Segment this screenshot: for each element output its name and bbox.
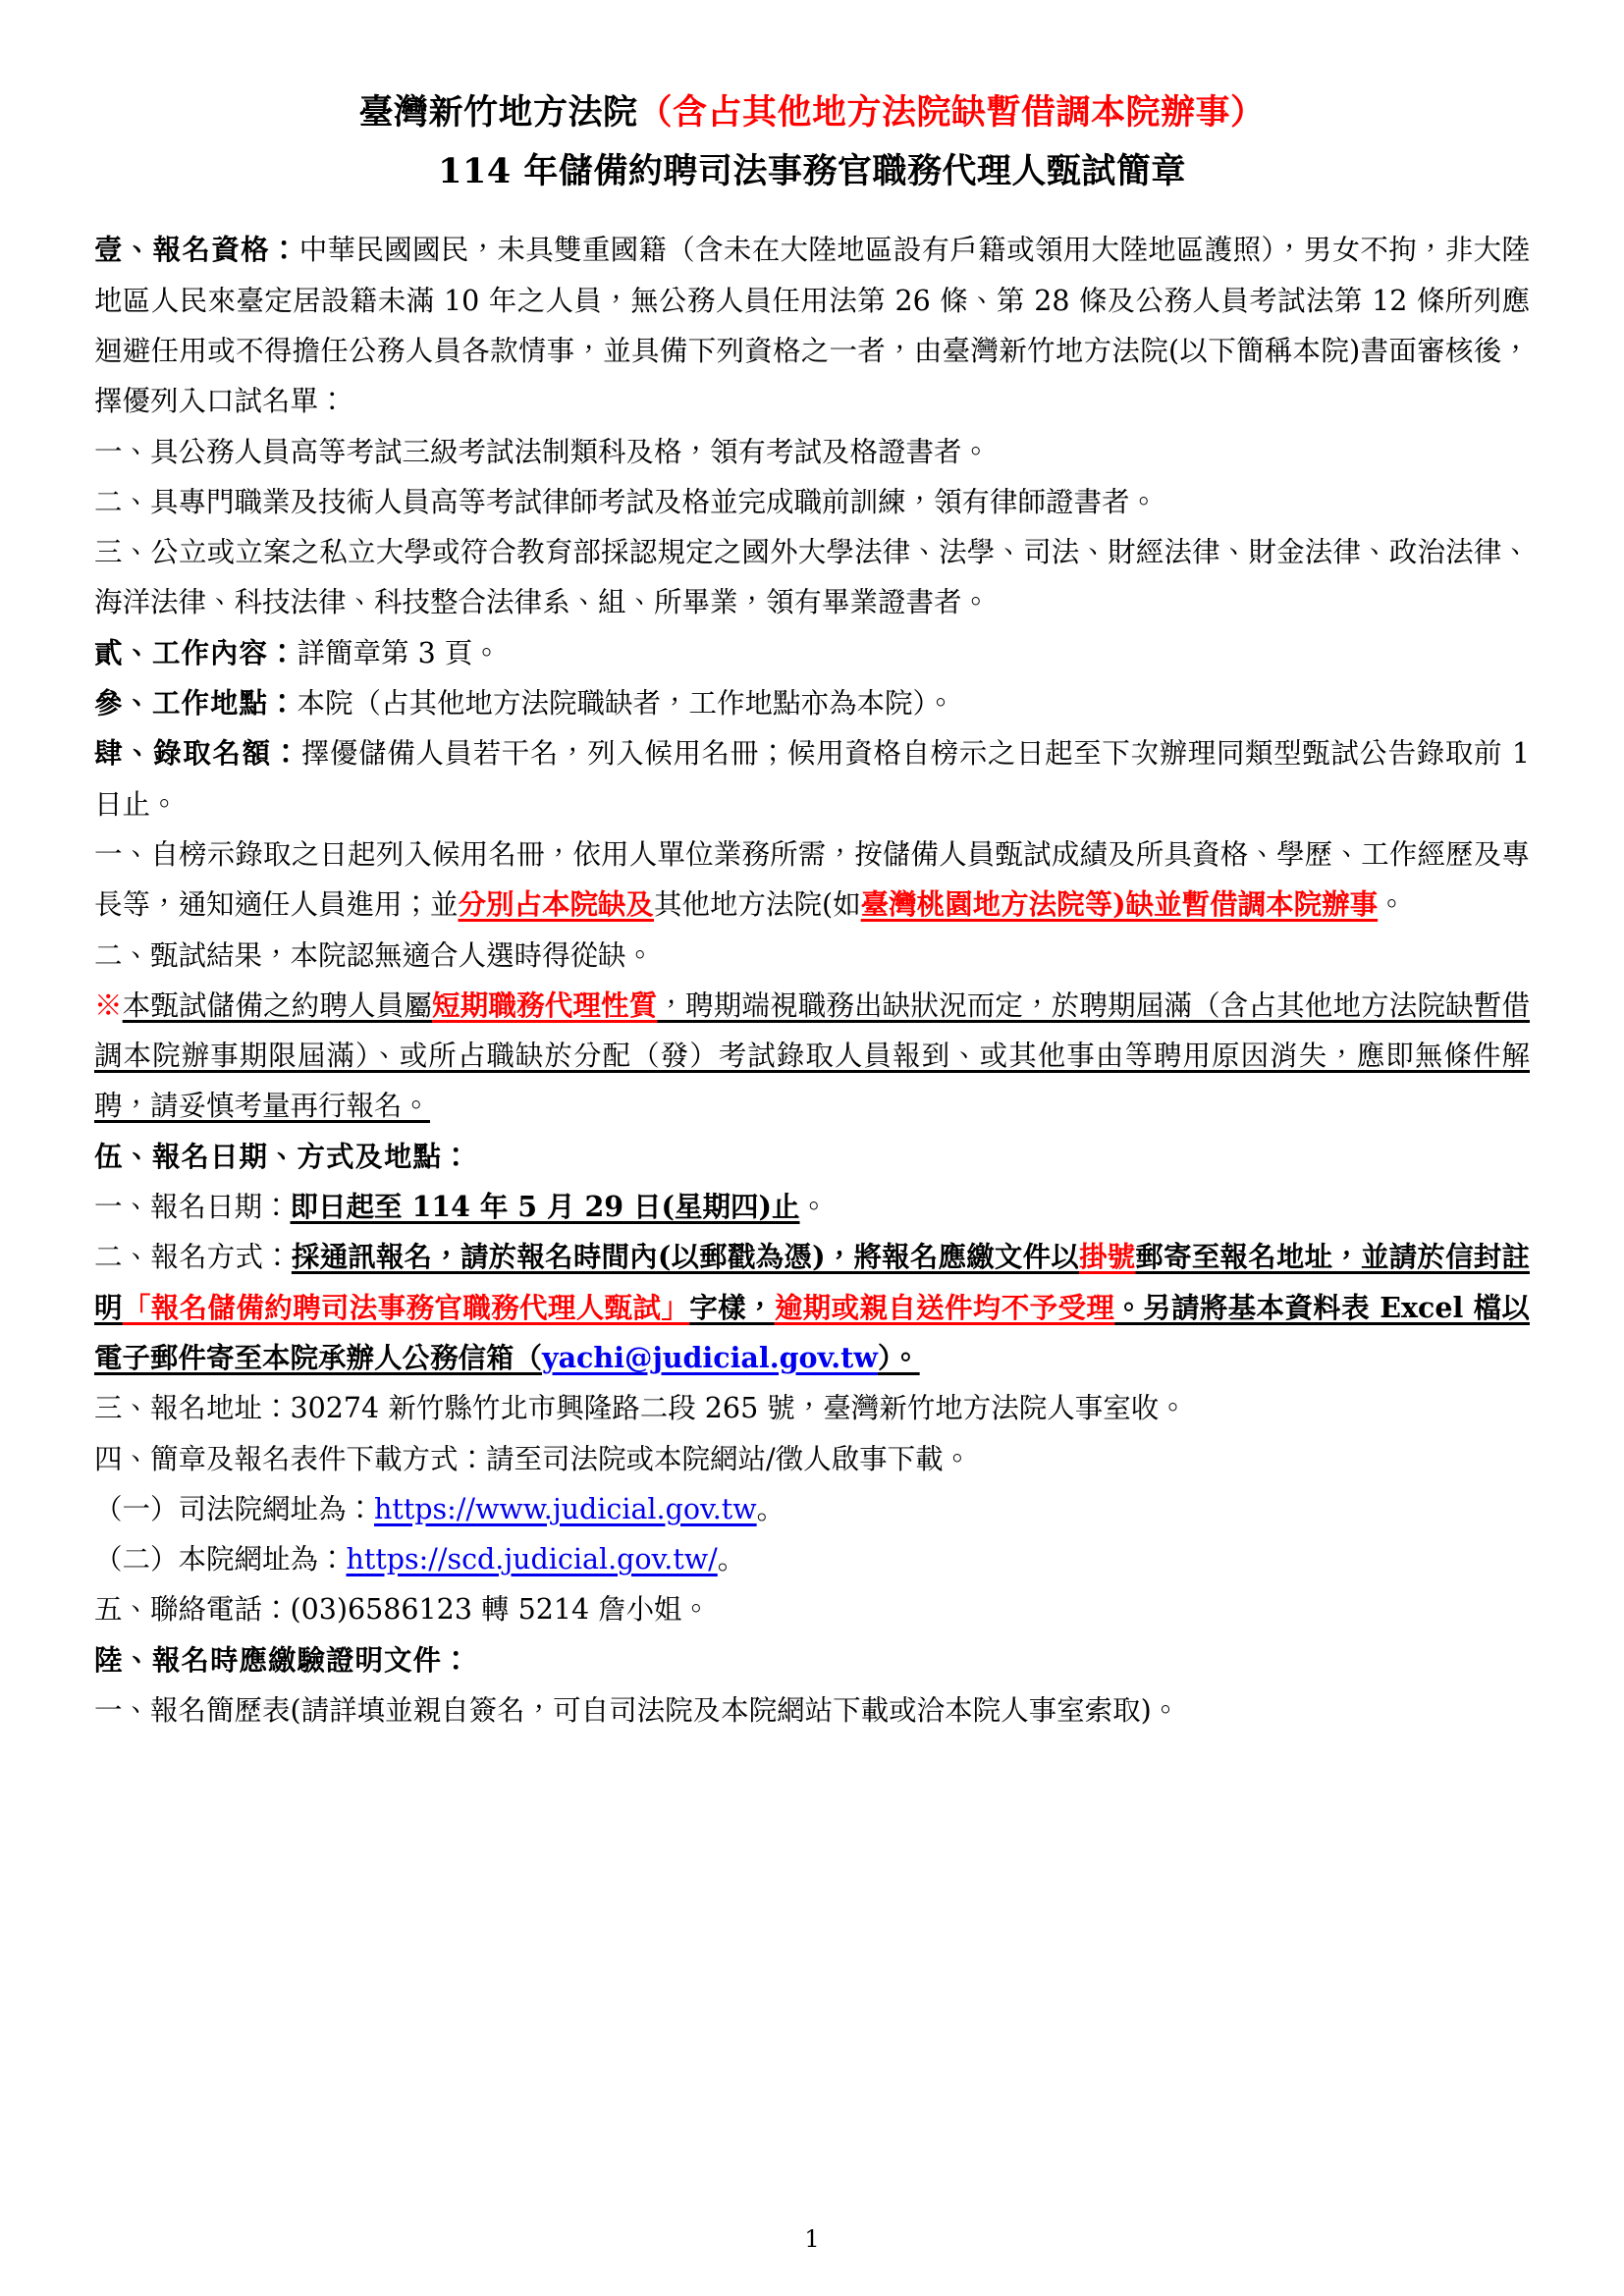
section-5-item-2-emphasis-2: 「報名儲備約聘司法事務官職務代理人甄試」	[122, 1290, 690, 1324]
section-5-heading: 伍、報名日期、方式及地點：	[94, 1139, 471, 1173]
section-5-item-2-text-e: ）。	[877, 1340, 920, 1374]
section-5-item-5-value: (03)6586123 轉 5214 詹小姐。	[290, 1593, 711, 1627]
section-5-item-1	[94, 1182, 1530, 1232]
section-2-heading: 貳、工作內容：	[94, 635, 298, 669]
page-number: 1	[804, 2225, 820, 2253]
section-5-item-5-label: 五、聯絡電話：	[94, 1593, 291, 1627]
section-5-item-2-emphasis-1: 掛號	[1079, 1240, 1136, 1274]
section-5-item-2	[94, 1232, 1530, 1383]
section-6-heading: 陸、報名時應繳驗證明文件：	[94, 1642, 471, 1677]
section-2-body: 詳簡章第 3 頁。	[297, 636, 501, 669]
section-1-item-3: 三、公立或立案之私立大學或符合教育部採認規定之國外大學法律、法學、司法、財經法律、財金法律、政治法律、海洋法律、科技法律、科技整合法律系、組、所畢業，領有畢業證書者。	[94, 536, 1530, 619]
section-1-heading: 壹、報名資格：	[94, 233, 299, 267]
section-5-item-2-label: 二、報名方式：	[94, 1241, 292, 1274]
section-4-item-1-text-b: 其他地方法院(如	[654, 888, 861, 922]
court-website-link[interactable]: https://scd.judicial.gov.tw/	[346, 1543, 718, 1576]
section-5-item-5	[94, 1584, 1530, 1634]
section-4-note	[94, 981, 1530, 1132]
section-4-heading: 肆、錄取名額：	[94, 736, 301, 771]
section-5-paragraph	[94, 1132, 1530, 1182]
section-5-item-3	[94, 1383, 1530, 1433]
page-title-line-2: 114 年儲備約聘司法事務官職務代理人甄試簡章	[438, 150, 1186, 191]
section-5-item-4-sub-1	[94, 1484, 1530, 1534]
section-4-item-1	[94, 829, 1530, 931]
note-mark-icon: ※	[94, 988, 123, 1022]
note-text-a: 本甄試儲備之約聘人員屬	[122, 988, 433, 1022]
section-5-item-2-text-c: 字樣，	[689, 1290, 775, 1324]
section-5-item-4-value: 請至司法院或本院網站/徵人啟事下載。	[486, 1442, 972, 1475]
section-3-heading: 參、工作地點：	[94, 686, 298, 721]
section-1-paragraph	[94, 225, 1530, 426]
section-4-item-1-emphasis-2: 臺灣桃園地方法院等)缺並暫借調本院辦事	[860, 887, 1379, 922]
section-4-item-2: 二、甄試結果，本院認無適合人選時得從缺。	[94, 938, 655, 972]
section-1-item-1: 一、具公務人員高等考試三級考試法制類科及格，領有考試及格證書者。	[94, 435, 991, 468]
section-5-item-1-tail: 。	[799, 1191, 829, 1224]
section-4-item-1-text-c: 。	[1378, 888, 1406, 922]
section-4-paragraph	[94, 728, 1530, 829]
section-1-body: 中華民國國民，未具雙重國籍（含未在大陸地區設有戶籍或領用大陸地區護照），男女不拘，非大陸地區人民來臺定居設籍未滿 10 年之人員，無公務人員任用法第 26 條、第 28 條及公務人員考試法第 12 條所列應迴避任用或不得擔任公務人員各款情事，並具備下列資格之一者，由臺灣新竹地方法院(以下簡稱本院)書面審核後，擇優列入口試名單：	[94, 234, 1530, 418]
section-5-item-2-text-a: 採通訊報名，請於報名時間內(以郵戳為憑)，將報名應繳文件以	[291, 1240, 1080, 1274]
sub-2-label: （二）本院網址為：	[94, 1543, 347, 1576]
document-body	[94, 225, 1530, 1735]
contact-email-link[interactable]: yachi@judicial.gov.tw	[542, 1340, 878, 1374]
section-5-item-2-emphasis-3: 逾期或親自送件均不予受理	[774, 1290, 1115, 1324]
section-5-item-3-label: 三、報名地址：	[94, 1392, 291, 1425]
title-court-name: 臺灣新竹地方法院	[358, 92, 638, 133]
section-3-body: 本院（占其他地方法院職缺者，工作地點亦為本院）。	[297, 687, 955, 721]
section-5-item-1-value: 即日起至 114 年 5 月 29 日(星期四)止	[290, 1190, 800, 1224]
title-red-annotation: （含占其他地方法院缺暫借調本院辦事）	[637, 92, 1266, 133]
section-2-paragraph	[94, 628, 1530, 678]
sub-1-tail: 。	[756, 1492, 785, 1525]
section-5-item-2-text-b: 郵寄至報名地址，並請於信封註明	[94, 1240, 1530, 1324]
page-title-line-1	[94, 88, 1530, 137]
note-emphasis: 短期職務代理性質	[432, 988, 658, 1022]
judicial-yuan-website-link[interactable]: https://www.judicial.gov.tw	[374, 1492, 757, 1525]
section-5-item-3-value: 30274 新竹縣竹北市興隆路二段 265 號，臺灣新竹地方法院人事室收。	[290, 1392, 1187, 1425]
note-text-b: ，聘期端視職務出缺狀況而定，於聘期屆滿（含占其他地方法院缺暫借調本院辦事期限屆滿）、或所占職缺於分配（發）考試錄取人員報到、或其他事由等聘用原因消失，應即無條件解聘，請妥慎考量再行報名。	[94, 988, 1530, 1123]
section-4-item-1-emphasis-1: 分別占本院缺及	[458, 887, 655, 922]
section-5-item-2-text-d: 。另請將基本資料表 Excel 檔以電子郵件寄至本院承辦人公務信箱（	[94, 1290, 1530, 1374]
sub-1-label: （一）司法院網址為：	[94, 1492, 375, 1525]
section-5-item-1-label: 一、報名日期：	[94, 1191, 291, 1224]
section-1-item-2: 二、具專門職業及技術人員高等考試律師考試及格並完成職前訓練，領有律師證書者。	[94, 485, 1159, 518]
sub-2-tail: 。	[717, 1543, 746, 1576]
section-4-item-1-text-a: 一、自榜示錄取之日起列入候用名冊，依用人單位業務所需，按儲備人員甄試成績及所具資格、學歷、工作經歷及專長等，通知適任人員進用；並	[94, 837, 1530, 922]
section-3-paragraph	[94, 678, 1530, 728]
section-6-item-1: 一、報名簡歷表(請詳填並親自簽名，可自司法院及本院網站下載或洽本院人事室索取)。	[94, 1693, 1180, 1727]
section-5-item-4-sub-2	[94, 1534, 1530, 1584]
section-5-item-4	[94, 1434, 1530, 1484]
section-6-paragraph	[94, 1635, 1530, 1685]
section-4-body: 擇優儲備人員若干名，列入候用名冊；候用資格自榜示之日起至下次辦理同類型甄試公告錄取前 1 日止。	[94, 737, 1530, 821]
document-title-block	[94, 88, 1530, 195]
section-5-item-4-label: 四、簡章及報名表件下載方式：	[94, 1442, 487, 1475]
